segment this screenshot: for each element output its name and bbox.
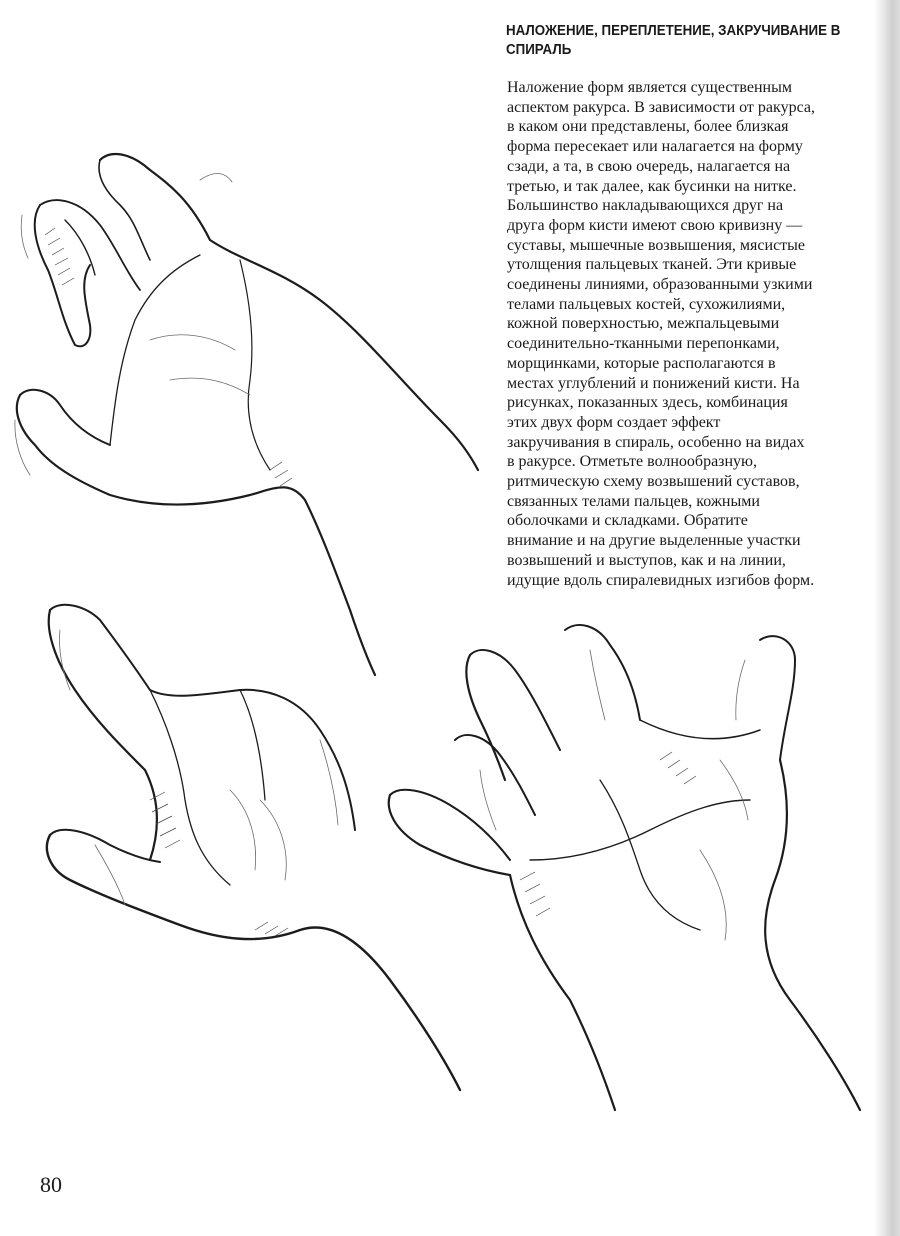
body-line: сзади, а та, в свою очередь, налагается на xyxy=(507,157,791,175)
body-line: ритмическую схему возвышений суставов, xyxy=(507,473,800,491)
body-line: аспектом ракурса. В зависимости от ракурса, xyxy=(507,98,815,116)
body-line: в каком они представлены, более близкая xyxy=(507,118,789,136)
body-paragraph xyxy=(507,78,875,590)
hand-drawing-bottom-left xyxy=(47,605,460,1090)
body-line: местах углублений и понижений кисти. На xyxy=(507,374,800,392)
body-line: идущие вдоль спиралевидных изгибов форм. xyxy=(507,571,815,589)
body-line: рисунках, показанных здесь, комбинация xyxy=(507,394,788,412)
page-gutter-shadow xyxy=(874,0,900,1236)
body-line: связанных телами пальцев, кожными xyxy=(507,492,760,510)
body-line: закручивания в спираль, особенно на видах xyxy=(507,433,805,451)
page-number: 80 xyxy=(40,1172,62,1197)
body-line: в ракурсе. Отметьте волнообразную, xyxy=(507,453,758,471)
body-line: возвышений и выступов, как и на линии, xyxy=(507,551,786,569)
body-line: Наложение форм является существенным xyxy=(507,79,792,96)
body-line: Большинство накладывающихся друг на xyxy=(507,197,784,215)
body-line: утолщения пальцевых тканей. Эти кривые xyxy=(507,256,797,274)
body-line: друга форм кисти имеют свою кривизну — xyxy=(507,216,803,234)
body-line: третью, и так далее, как бусинки на нитке. xyxy=(507,177,797,195)
body-line: соединены линиями, образованными узкими xyxy=(507,276,813,294)
hand-drawing-bottom-right xyxy=(389,625,860,1110)
body-line: морщинками, которые располагаются в xyxy=(507,354,776,372)
hand-drawing-top-left xyxy=(15,154,478,675)
body-line: суставы, мышечные возвышения, мясистые xyxy=(507,236,806,254)
body-line: оболочками и складками. Обратите xyxy=(507,512,748,530)
body-line: внимание и на другие выделенные участки xyxy=(507,532,801,550)
body-line: этих двух форм создает эффект xyxy=(507,413,721,431)
body-line: телами пальцевых костей, сухожилиями, xyxy=(507,295,786,313)
section-heading: НАЛОЖЕНИЕ, ПЕРЕПЛЕТЕНИЕ, ЗАКРУЧИВАНИЕ В СПИРАЛЬ xyxy=(506,23,841,58)
body-line: кожной поверхностью, межпальцевыми xyxy=(507,315,780,333)
body-line: соединительно-тканными перепонками, xyxy=(507,335,780,353)
body-line: форма пересекает или налагается на форму xyxy=(507,138,803,156)
